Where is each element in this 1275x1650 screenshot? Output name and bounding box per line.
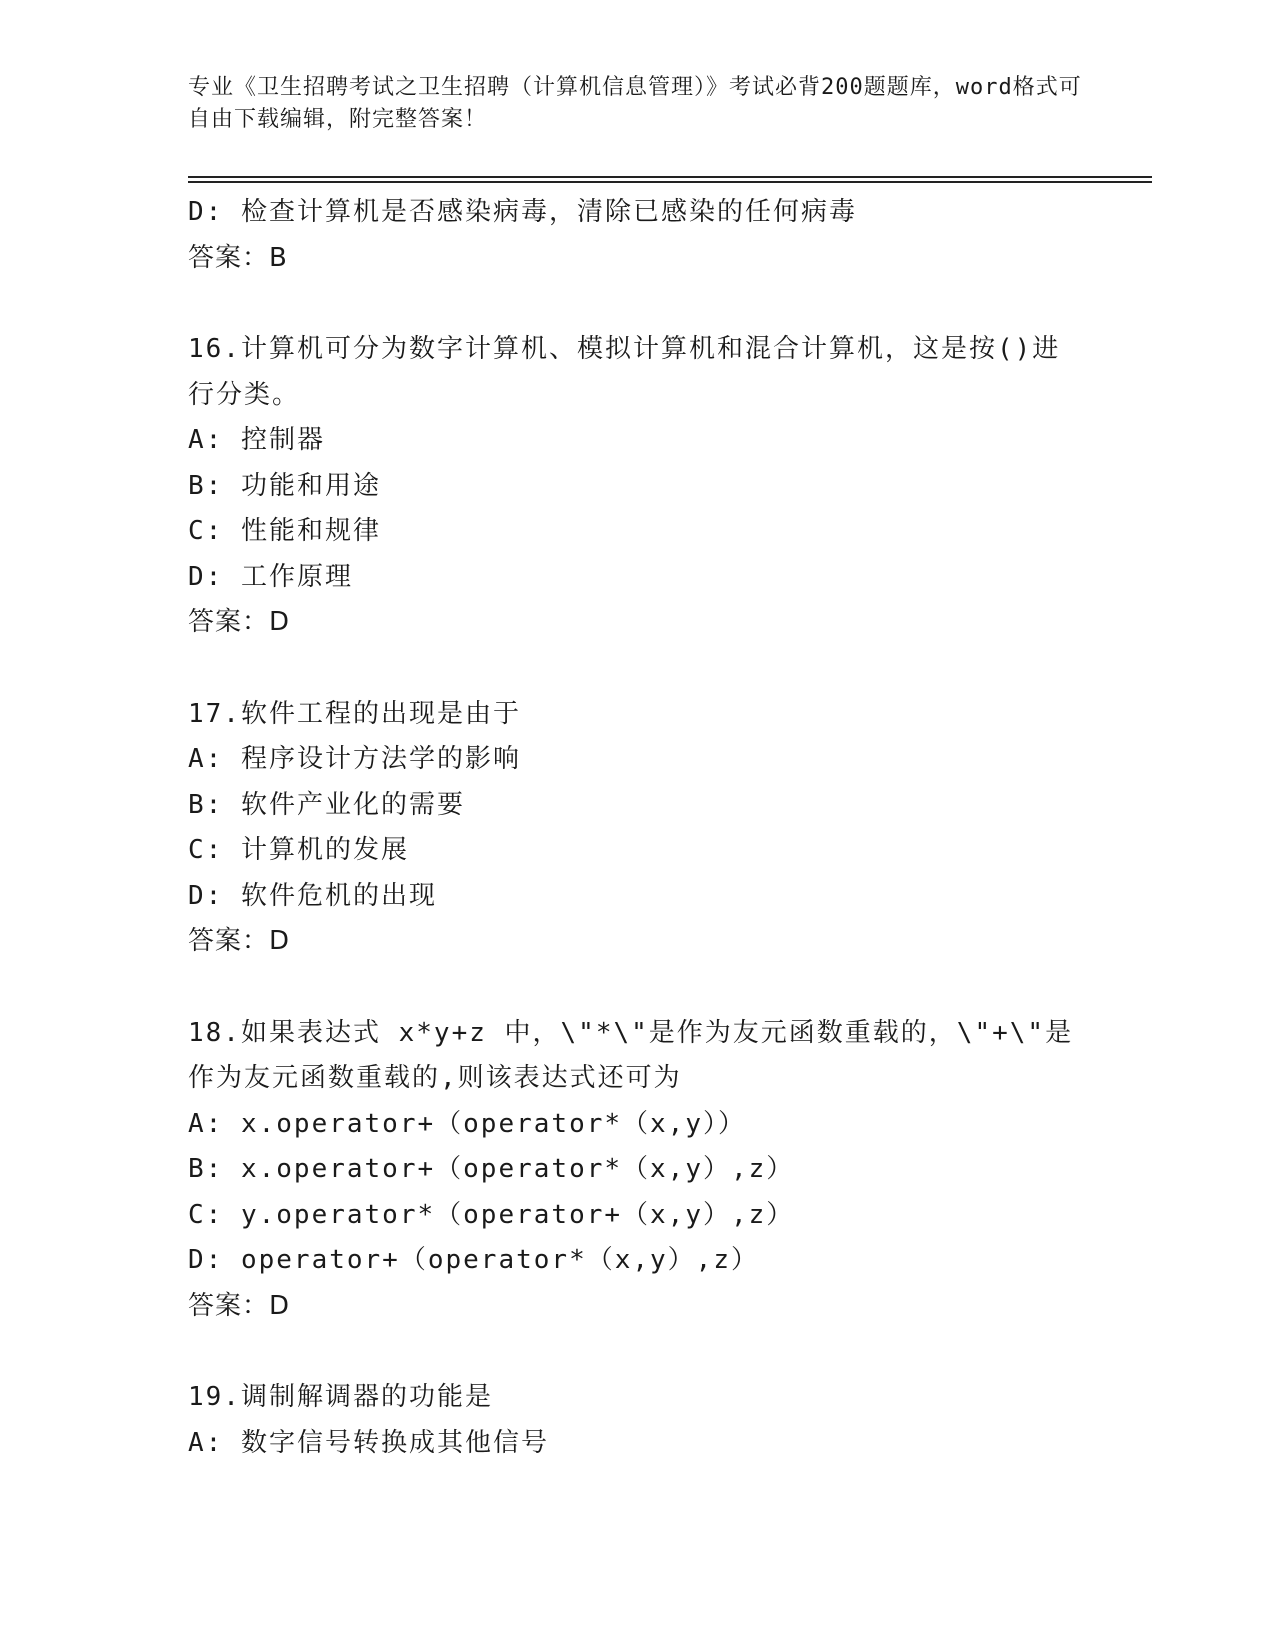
question-17 — [188, 692, 1088, 965]
header-divider-top — [188, 176, 1152, 178]
question-19 — [188, 1375, 1088, 1466]
option-a: A: 程序设计方法学的影响 — [188, 744, 521, 774]
question-stem: 17.软件工程的出现是由于 — [188, 698, 521, 729]
question-stem: 16.计算机可分为数字计算机、模拟计算机和混合计算机，这是按()进行分类。 — [188, 334, 1061, 410]
spacer — [188, 646, 1088, 692]
option-c: C: y.operator*（operator+（x,y）,z） — [188, 1199, 795, 1230]
spacer — [188, 965, 1088, 1011]
question-list — [188, 190, 1088, 1466]
option-d: D: 软件危机的出现 — [188, 880, 437, 911]
prev-option-d: D: 检查计算机是否感染病毒，清除已感染的任何病毒 — [188, 197, 857, 227]
option-c: C: 性能和规律 — [188, 516, 381, 546]
question-18 — [188, 1011, 1088, 1330]
spacer — [188, 281, 1088, 327]
document-header — [188, 72, 1088, 136]
header-divider-bottom — [188, 181, 1152, 183]
option-b: B: x.operator+（operator*（x,y）,z） — [188, 1154, 795, 1184]
spacer — [188, 1329, 1088, 1375]
option-d: D: 工作原理 — [188, 561, 353, 592]
question-16 — [188, 327, 1088, 646]
option-a: A: 控制器 — [188, 425, 325, 455]
prev-answer: 答案：B — [188, 242, 288, 273]
option-a: A: 数字信号转换成其他信号 — [188, 1427, 549, 1458]
question-stem: 19.调制解调器的功能是 — [188, 1382, 493, 1412]
option-b: B: 功能和用途 — [188, 470, 381, 501]
answer: 答案：D — [188, 607, 291, 637]
answer: 答案：D — [188, 926, 291, 956]
answer: 答案：D — [188, 1290, 291, 1321]
option-c: C: 计算机的发展 — [188, 835, 409, 865]
question-stem: 18.如果表达式 x*y+z 中，\"*\"是作为友元函数重载的，\"+\"是作为友元函数重载的,则该表达式还可为 — [188, 1017, 1074, 1093]
option-a: A: x.operator+（operator*（x,y）） — [188, 1108, 746, 1139]
header-text: 专业《卫生招聘考试之卫生招聘（计算机信息管理）》考试必背200题题库，word格式可自由下载编辑，附完整答案！ — [188, 75, 1082, 132]
option-b: B: 软件产业化的需要 — [188, 789, 465, 820]
option-d: D: operator+（operator*（x,y）,z） — [188, 1245, 759, 1275]
